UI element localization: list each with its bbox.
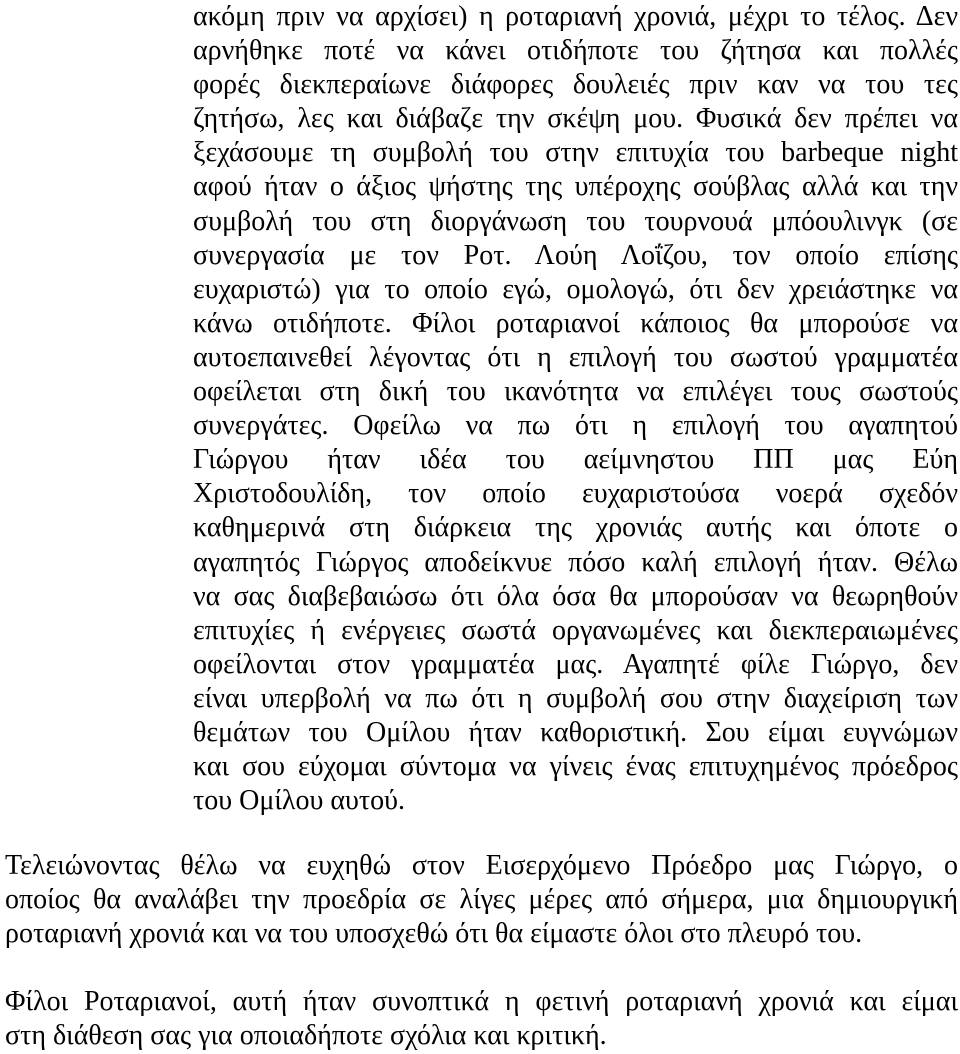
text-line: να σας διαβεβαιώσω ότι όλα όσα θα μπορούσαν να θεωρηθούν	[193, 580, 958, 612]
text-line: ροταριανή χρονιά και να του υποσχεθώ ότι θα είμαστε όλοι στο πλευρό του.	[5, 918, 863, 950]
text-line: οφείλεται στη δική του ικανότητα να επιλέγει τους σωστούς	[193, 376, 958, 408]
text-line: κάνω οτιδήποτε. Φίλοι ροταριανοί κάποιος θα μπορούσε να	[193, 307, 958, 339]
text-line: Φίλοι Ροταριανοί, αυτή ήταν συνοπτικά η φετινή ροταριανή χρονιά και είμαι	[5, 986, 958, 1017]
text-line: είναι υπερβολή να πω ότι η συμβολή σου στην διαχείριση των	[193, 682, 958, 714]
text-line: αφού ήταν ο άξιος ψήστης της υπέροχης σούβλας αλλά και την	[193, 171, 958, 203]
text-line: αυτοεπαινεθεί λέγοντας ότι η επιλογή του σωστού γραμματέα	[193, 341, 958, 373]
text-line: Χριστοδουλίδη, τον οποίο ευχαριστούσα νοερά σχεδόν	[193, 478, 958, 510]
paragraph-closing	[5, 985, 958, 1053]
paragraph-incoming-president	[5, 849, 958, 951]
text-line: Τελειώνοντας θέλω να ευχηθώ στον Εισερχόμενο Πρόεδρο μας Γιώργο, ο	[5, 850, 958, 881]
text-line: καθημερινά στη διάρκεια της χρονιάς αυτής και όποτε ο	[193, 512, 958, 544]
text-line: αρνήθηκε ποτέ να κάνει οτιδήποτε του ζήτησα και πολλές	[193, 35, 958, 67]
text-line: αγαπητός Γιώργος αποδείκνυε πόσο καλή επιλογή ήταν. Θέλω	[193, 546, 958, 578]
text-line: ζητήσω, λες και διάβαζε την σκέψη μου. Φυσικά δεν πρέπει να	[193, 103, 958, 135]
text-line: στη διάθεση σας για οποιαδήποτε σχόλια και κριτική.	[5, 1020, 607, 1052]
text-line: επιτυχίες ή ενέργειες σωστά οργανωμένες και διεκπεραιωμένες	[193, 614, 958, 646]
text-line: συνεργάτες. Οφείλω να πω ότι η επιλογή του αγαπητού	[193, 410, 958, 442]
text-line: φορές διεκπεραίωνε διάφορες δουλειές πριν καν να του τες	[193, 69, 958, 101]
text-line: και σου εύχομαι σύντομα να γίνεις ένας επιτυχημένος πρόεδρος	[193, 751, 958, 783]
text-line: οφείλονται στον γραμματέα μας. Αγαπητέ φίλε Γιώργο, δεν	[193, 648, 958, 680]
text-line: συνεργασία με τον Ροτ. Λούη Λοΐζου, τον οποίο επίσης	[193, 239, 958, 271]
text-line: ακόμη πριν να αρχίσει) η ροταριανή χρονιά, μέχρι το τέλος. Δεν	[193, 1, 958, 32]
text-line: θεμάτων του Ομίλου ήταν καθοριστική. Σου είμαι ευγνώμων	[193, 716, 958, 748]
text-line: συμβολή του στη διοργάνωση του τουρνουά μπόουλινγκ (σε	[193, 205, 958, 237]
text-line: οποίος θα αναλάβει την προεδρία σε λίγες μέρες από σήμερα, μια δημιουργική	[5, 884, 958, 916]
text-line: Γιώργου ήταν ιδέα του αείμνηστου ΠΠ μας Εύη	[193, 444, 958, 476]
text-line: του Ομίλου αυτού.	[193, 785, 405, 817]
text-line: ευχαριστώ) για το οποίο εγώ, ομολογώ, ότι δεν χρειάστηκε να	[193, 273, 958, 305]
paragraph-secretary-thanks	[193, 0, 958, 818]
text-line: ξεχάσουμε τη συμβολή του στην επιτυχία του barbeque night	[193, 137, 958, 169]
